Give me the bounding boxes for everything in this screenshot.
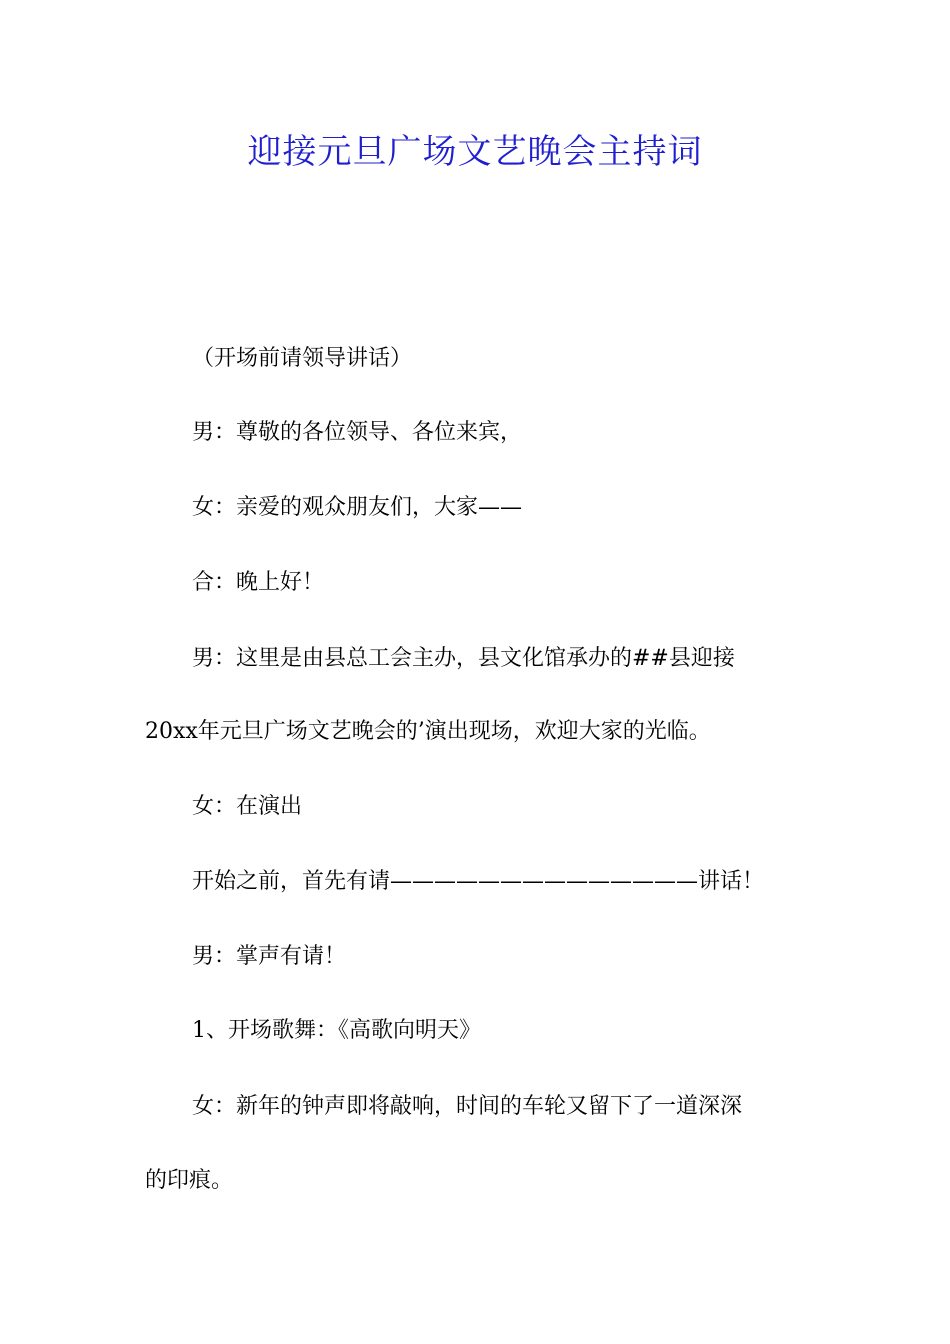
paragraph-opening-note: （开场前请领导讲话）	[192, 346, 413, 371]
paragraph-program-1: 1、开场歌舞：《高歌向明天》	[192, 1018, 481, 1043]
paragraph-female-newyear-line1: 女：新年的钟声即将敲响，时间的车轮又留下了一道深深	[192, 1094, 743, 1119]
paragraph-applause: 男：掌声有请！	[192, 944, 347, 969]
paragraph-together: 合：晚上好！	[192, 570, 325, 595]
paragraph-male-greeting: 男：尊敬的各位领导、各位来宾，	[192, 420, 523, 445]
paragraph-female-greeting: 女：亲爱的观众朋友们，大家——	[192, 495, 523, 520]
paragraph-invite-speech: 开始之前，首先有请——————————————讲话！	[192, 869, 765, 894]
paragraph-male-intro-line1: 男：这里是由县总工会主办，县文化馆承办的##县迎接	[192, 646, 735, 671]
document-title: 迎接元旦广场文艺晚会主持词	[247, 132, 703, 172]
paragraph-female-newyear-line2: 的印痕。	[145, 1168, 234, 1193]
paragraph-male-intro-line2: 20xx年元旦广场文艺晚会的’演出现场，欢迎大家的光临。	[145, 719, 711, 744]
paragraph-female-performance: 女：在演出	[192, 794, 303, 819]
